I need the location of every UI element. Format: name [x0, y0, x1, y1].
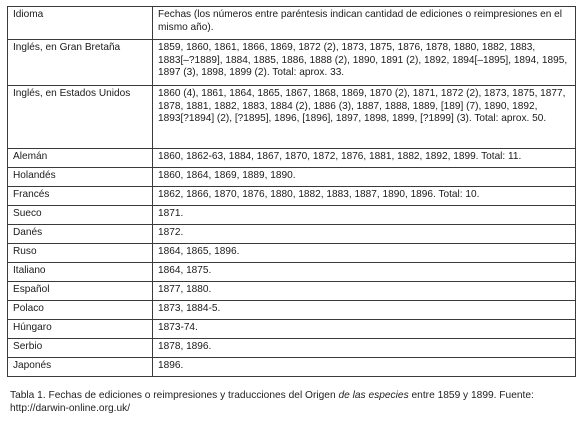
- row-language: Ruso: [8, 244, 153, 263]
- header-language: Idioma: [8, 7, 153, 40]
- row-dates: 1860, 1862-63, 1884, 1867, 1870, 1872, 1876, 1881, 1882, 1892, 1899. Total: 11.: [153, 149, 576, 168]
- row-language: Alemán: [8, 149, 153, 168]
- table-row: [8, 339, 576, 358]
- table-row: [8, 206, 576, 225]
- row-language: Italiano: [8, 263, 153, 282]
- table-row: [8, 86, 576, 149]
- row-dates: 1860 (4), 1861, 1864, 1865, 1867, 1868, 1869, 1870 (2), 1871, 1872 (2), 1873, 1875, 1877, 1878, 1881, 1882, 1883, 1884 (2), 1886 (3), 1887, 1888, 1889, [189] (7), 1890, 1892, 1893[?1894] (2), [?1895], 1896, [1896], 1897, 1898, 1899, [?1899] (3). Total: aprox. 50.: [153, 86, 576, 149]
- table-row: [8, 244, 576, 263]
- row-dates: 1872.: [153, 225, 576, 244]
- row-language: Francés: [8, 187, 153, 206]
- table-row: [8, 282, 576, 301]
- row-dates: 1859, 1860, 1861, 1866, 1869, 1872 (2), 1873, 1875, 1876, 1878, 1880, 1882, 1883, 1883[–?1889], 1884, 1885, 1886, 1888 (2), 1890, 1891 (2), 1892, 1894[–1895], 1894, 1895, 1897 (3), 1898, 1899 (2). Total: aprox. 33.: [153, 40, 576, 86]
- caption-italic-title: de las especies: [338, 390, 409, 401]
- row-dates: 1864, 1865, 1896.: [153, 244, 576, 263]
- table-row: [8, 320, 576, 339]
- row-language: Inglés, en Estados Unidos: [8, 86, 153, 149]
- row-language: Inglés, en Gran Bretaña: [8, 40, 153, 86]
- editions-table: [7, 6, 576, 377]
- table-row: [8, 301, 576, 320]
- row-language: Serbio: [8, 339, 153, 358]
- row-dates: 1878, 1896.: [153, 339, 576, 358]
- row-language: Español: [8, 282, 153, 301]
- table-row: [8, 187, 576, 206]
- row-language: Japonés: [8, 358, 153, 377]
- table-row: [8, 225, 576, 244]
- row-language: Polaco: [8, 301, 153, 320]
- table-header-row: [8, 7, 576, 40]
- caption-prefix: Tabla 1. Fechas de ediciones o reimpresiones y traducciones del Origen: [10, 390, 339, 401]
- row-language: Húngaro: [8, 320, 153, 339]
- row-language: Danés: [8, 225, 153, 244]
- table-row: [8, 40, 576, 86]
- row-language: Sueco: [8, 206, 153, 225]
- row-language: Holandés: [8, 168, 153, 187]
- table-row: [8, 263, 576, 282]
- row-dates: 1862, 1866, 1870, 1876, 1880, 1882, 1883, 1887, 1890, 1896. Total: 10.: [153, 187, 576, 206]
- row-dates: 1896.: [153, 358, 576, 377]
- table-row: [8, 358, 576, 377]
- row-dates: 1873-74.: [153, 320, 576, 339]
- header-dates: Fechas (los números entre paréntesis indican cantidad de ediciones o reimpresiones en el mismo año).: [153, 7, 576, 40]
- caption-suffix: entre 1859 y 1899. Fuente: http://darwin-online.org.uk/: [10, 390, 534, 415]
- row-dates: 1871.: [153, 206, 576, 225]
- table-caption: [10, 389, 578, 415]
- table-row: [8, 168, 576, 187]
- row-dates: 1864, 1875.: [153, 263, 576, 282]
- row-dates: 1877, 1880.: [153, 282, 576, 301]
- row-dates: 1860, 1864, 1869, 1889, 1890.: [153, 168, 576, 187]
- row-dates: 1873, 1884-5.: [153, 301, 576, 320]
- table-row: [8, 149, 576, 168]
